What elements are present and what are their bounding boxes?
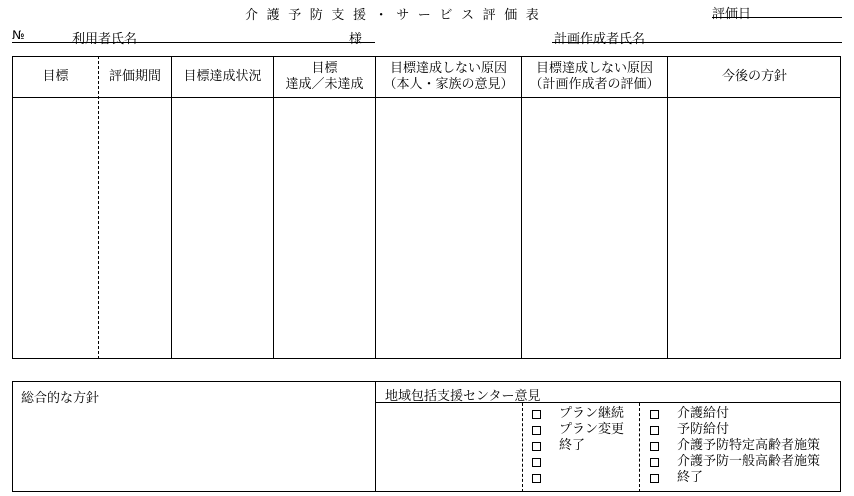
future-policy-cell[interactable] [668,98,840,358]
checkbox[interactable] [532,474,541,483]
planner-name-label: 計画作成者氏名 [554,32,646,47]
checkbox[interactable] [532,458,541,467]
checkbox[interactable] [650,426,659,435]
checkbox[interactable] [532,410,541,419]
goal-cell[interactable] [13,98,98,358]
period-cell[interactable] [99,98,171,358]
achieved-cell[interactable] [274,98,375,358]
option-row[interactable]: プラン継続 [532,406,624,422]
evaluation-date-field[interactable] [712,17,842,18]
service-options [650,406,820,486]
overall-policy-field[interactable] [13,405,374,491]
column-header-cause-planner: 目標達成しない原因 （計画作成者の評価） [529,60,660,92]
option-row[interactable]: プラン変更 [532,422,624,438]
cause-planner-cell[interactable] [522,98,667,358]
column-header-status: 目標達成状況 [183,68,262,84]
honorific-label: 様 [349,32,363,47]
form-title: 介護予防支援・サービス評価表 [245,8,548,23]
checkbox[interactable] [650,458,659,467]
user-name-underline [12,42,375,43]
checkbox[interactable] [650,410,659,419]
option-row[interactable]: 終了 [650,470,820,486]
option-row[interactable]: 介護給付 [650,406,820,422]
option-row[interactable] [532,454,624,470]
number-label: № [12,28,25,42]
user-name-label: 利用者氏名 [72,32,138,47]
option-row[interactable]: 予防給付 [650,422,820,438]
column-header-cause-family: 目標達成しない原因 （本人・家族の意見） [383,60,514,92]
center-opinion-field[interactable] [376,404,521,491]
option-row[interactable] [532,470,624,486]
column-header-achieved: 目標 達成／未達成 [285,60,364,92]
center-opinion-label: 地域包括支援センター意見 [385,389,541,404]
checkbox[interactable] [532,442,541,451]
option-row[interactable]: 介護予防特定高齢者施策 [650,438,820,454]
plan-options [532,406,624,486]
column-header-period: 評価期間 [108,68,161,84]
column-header-goal: 目標 [42,68,69,84]
checkbox[interactable] [650,474,659,483]
evaluation-date-label: 評価日 [712,7,752,22]
checkbox[interactable] [650,442,659,451]
status-cell[interactable] [172,98,273,358]
planner-name-underline [552,42,842,43]
checkbox[interactable] [532,426,541,435]
option-divider [639,403,640,492]
option-row[interactable]: 終了 [532,438,624,454]
overall-policy-label: 総合的な方針 [21,391,100,406]
cause-family-cell[interactable] [376,98,521,358]
column-header-future-policy: 今後の方針 [721,68,787,84]
option-row[interactable]: 介護予防一般高齢者施策 [650,454,820,470]
option-divider [522,403,523,492]
